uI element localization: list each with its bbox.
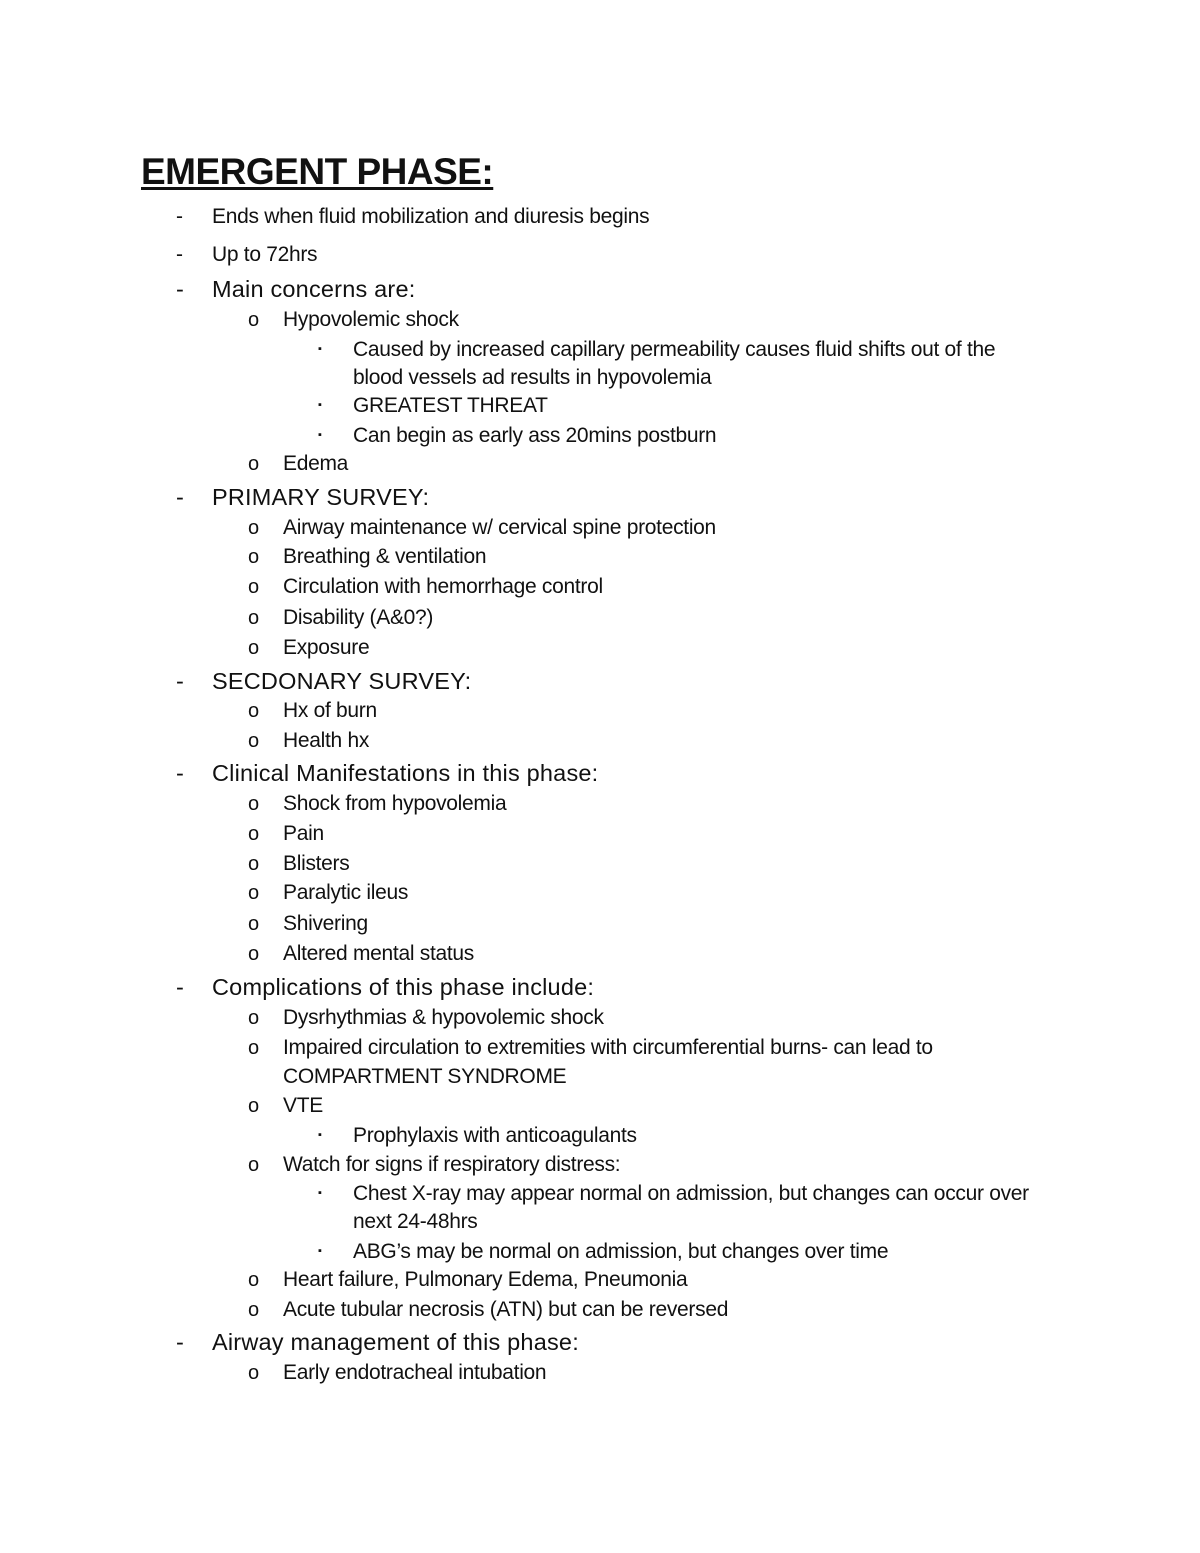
list-item-text: Pain <box>283 822 324 845</box>
list-item-text: ABG’s may be normal on admission, but changes over time <box>353 1240 889 1263</box>
list-item-text: GREATEST THREAT <box>353 394 548 417</box>
list-item-text: Exposure <box>283 636 370 659</box>
square-bullet: ▪ <box>318 343 322 355</box>
list-item-text: Caused by increased capillary permeability causes fluid shifts out of the <box>353 338 996 361</box>
list-item-text: COMPARTMENT SYNDROME <box>283 1065 567 1088</box>
dash-bullet: - <box>176 760 185 786</box>
list-item-text: Impaired circulation to extremities with circumferential burns- can lead to <box>283 1036 933 1059</box>
list-item-text: Chest X-ray may appear normal on admission, but changes can occur over <box>353 1182 1029 1205</box>
list-item-text: blood vessels ad results in hypovolemia <box>353 366 712 389</box>
circle-bullet: o <box>248 1299 259 1321</box>
dash-bullet: - <box>176 974 185 1000</box>
circle-bullet: o <box>248 576 259 598</box>
list-item-text: Heart failure, Pulmonary Edema, Pneumonia <box>283 1268 688 1291</box>
list-item-text: Circulation with hemorrhage control <box>283 575 603 598</box>
circle-bullet: o <box>248 823 259 845</box>
dash-bullet: - <box>176 276 185 302</box>
list-item-text: Watch for signs if respiratory distress: <box>283 1153 621 1176</box>
dash-bullet: - <box>176 484 185 510</box>
circle-bullet: o <box>248 853 259 875</box>
list-item-text: next 24-48hrs <box>353 1210 478 1233</box>
circle-bullet: o <box>248 943 259 965</box>
list-item-text: Health hx <box>283 729 370 752</box>
circle-bullet: o <box>248 793 259 815</box>
square-bullet: ▪ <box>318 1245 322 1257</box>
list-item-text: Shivering <box>283 912 368 935</box>
circle-bullet: o <box>248 882 259 904</box>
circle-bullet: o <box>248 913 259 935</box>
list-item-text: Disability (A&0?) <box>283 606 434 629</box>
list-item-text: Acute tubular necrosis (ATN) but can be reversed <box>283 1298 729 1321</box>
list-item-text: Early endotracheal intubation <box>283 1361 547 1384</box>
circle-bullet: o <box>248 453 259 475</box>
dash-bullet: - <box>176 1329 185 1355</box>
circle-bullet: o <box>248 607 259 629</box>
circle-bullet: o <box>248 730 259 752</box>
section-heading-text: Clinical Manifestations in this phase: <box>212 760 599 786</box>
list-item-text: Dysrhythmias & hypovolemic shock <box>283 1006 604 1029</box>
list-item-text: Airway maintenance w/ cervical spine protection <box>283 516 716 539</box>
list-item-text: Hypovolemic shock <box>283 308 459 331</box>
page-title: EMERGENT PHASE: <box>141 151 494 192</box>
section-heading-text: Main concerns are: <box>212 276 416 302</box>
circle-bullet: o <box>248 1007 259 1029</box>
section-heading-text: PRIMARY SURVEY: <box>212 484 430 510</box>
square-bullet: ▪ <box>318 399 322 411</box>
square-bullet: ▪ <box>318 1129 322 1141</box>
square-bullet: ▪ <box>318 429 322 441</box>
list-item-text: Shock from hypovolemia <box>283 792 507 815</box>
circle-bullet: o <box>248 1154 259 1176</box>
circle-bullet: o <box>248 1095 259 1117</box>
circle-bullet: o <box>248 637 259 659</box>
dash-bullet: - <box>176 668 185 694</box>
circle-bullet: o <box>248 1269 259 1291</box>
circle-bullet: o <box>248 546 259 568</box>
circle-bullet: o <box>248 309 259 331</box>
circle-bullet: o <box>248 517 259 539</box>
list-item-text: Breathing & ventilation <box>283 545 487 568</box>
list-item-text: Up to 72hrs <box>212 243 318 266</box>
circle-bullet: o <box>248 1362 259 1384</box>
circle-bullet: o <box>248 700 259 722</box>
section-heading-text: SECDONARY SURVEY: <box>212 668 472 694</box>
list-item-text: Paralytic ileus <box>283 881 409 904</box>
list-item-text: Hx of burn <box>283 699 377 722</box>
list-item-text: Blisters <box>283 852 350 875</box>
circle-bullet: o <box>248 1037 259 1059</box>
square-bullet: ▪ <box>318 1187 322 1199</box>
list-item-text: Prophylaxis with anticoagulants <box>353 1124 637 1147</box>
list-item-text: Ends when fluid mobilization and diuresis begins <box>212 205 650 228</box>
dash-bullet: - <box>176 243 183 266</box>
list-item-text: Can begin as early ass 20mins postburn <box>353 424 717 447</box>
list-item-text: VTE <box>283 1094 323 1117</box>
list-item-text: Altered mental status <box>283 942 474 965</box>
section-heading-text: Airway management of this phase: <box>212 1329 579 1355</box>
list-item-text: Edema <box>283 452 349 475</box>
dash-bullet: - <box>176 205 183 228</box>
section-heading-text: Complications of this phase include: <box>212 974 595 1000</box>
